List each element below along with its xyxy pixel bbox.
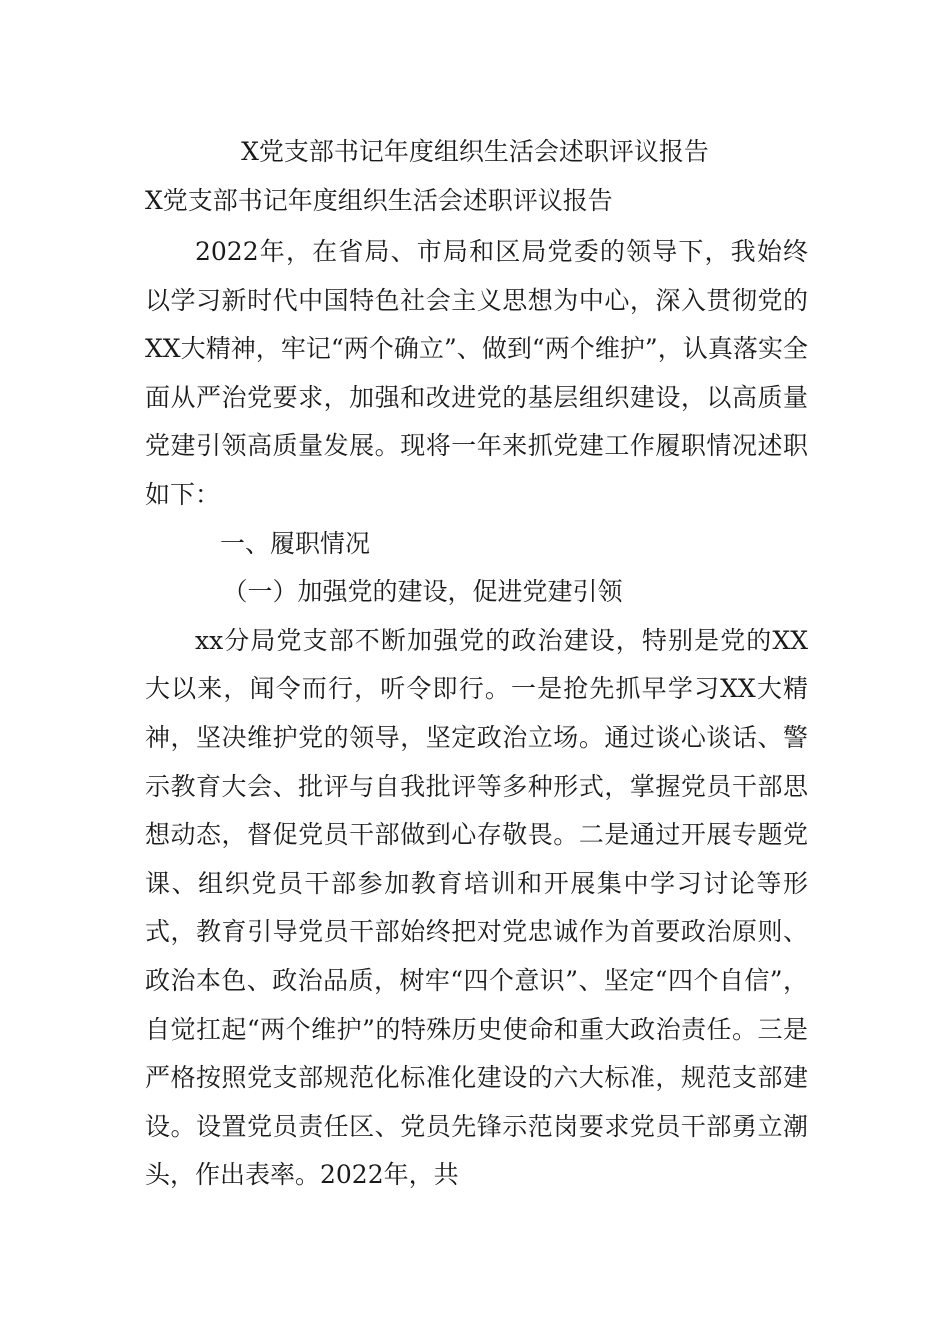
subsection-heading-party-building: （一）加强党的建设，促进党建引领 [222, 577, 623, 607]
body-paragraph: xx分局党支部不断加强党的政治建设，特别是党的XX大以来，闻令而行，听令即行。一是抢先抓早学习XX大精神，坚决维护党的领导，坚定政治立场。通过谈心谈话、警示教育大会、批评与自我批评等多种形式，掌握党员干部思想动态，督促党员干部做到心存敬畏。二是通过开展专题党课、组织党员干部参加教育培训和开展集中学习讨论等形式，教育引导党员干部始终把对党忠诚作为首要政治原则、政治本色、政治品质，树牢“四个意识”、坚定“四个自信”，自觉扛起“两个维护”的特殊历史使命和重大政治责任。三是严格按照党支部规范化标准化建设的六大标准，规范支部建设。设置党员责任区、党员先锋示范岗要求党员干部勇立潮头，作出表率。2022年，共 [145, 625, 808, 1190]
document-title: X党支部书记年度组织生活会述职评议报告 [241, 137, 709, 166]
intro-paragraph: 2022年，在省局、市局和区局党委的领导下，我始终以学习新时代中国特色社会主义思想为中心，深入贯彻党的XX大精神，牢记“两个确立”、做到“两个维护”，认真落实全面从严治党要求，加强和改进党的基层组织建设，以高质量党建引领高质量发展。现将一年来抓党建工作履职情况述职如下： [145, 237, 808, 509]
section-heading-performance: 一、履职情况 [220, 528, 371, 558]
document-body [145, 228, 808, 1200]
document-subtitle: X党支部书记年度组织生活会述职评议报告 [145, 186, 613, 215]
